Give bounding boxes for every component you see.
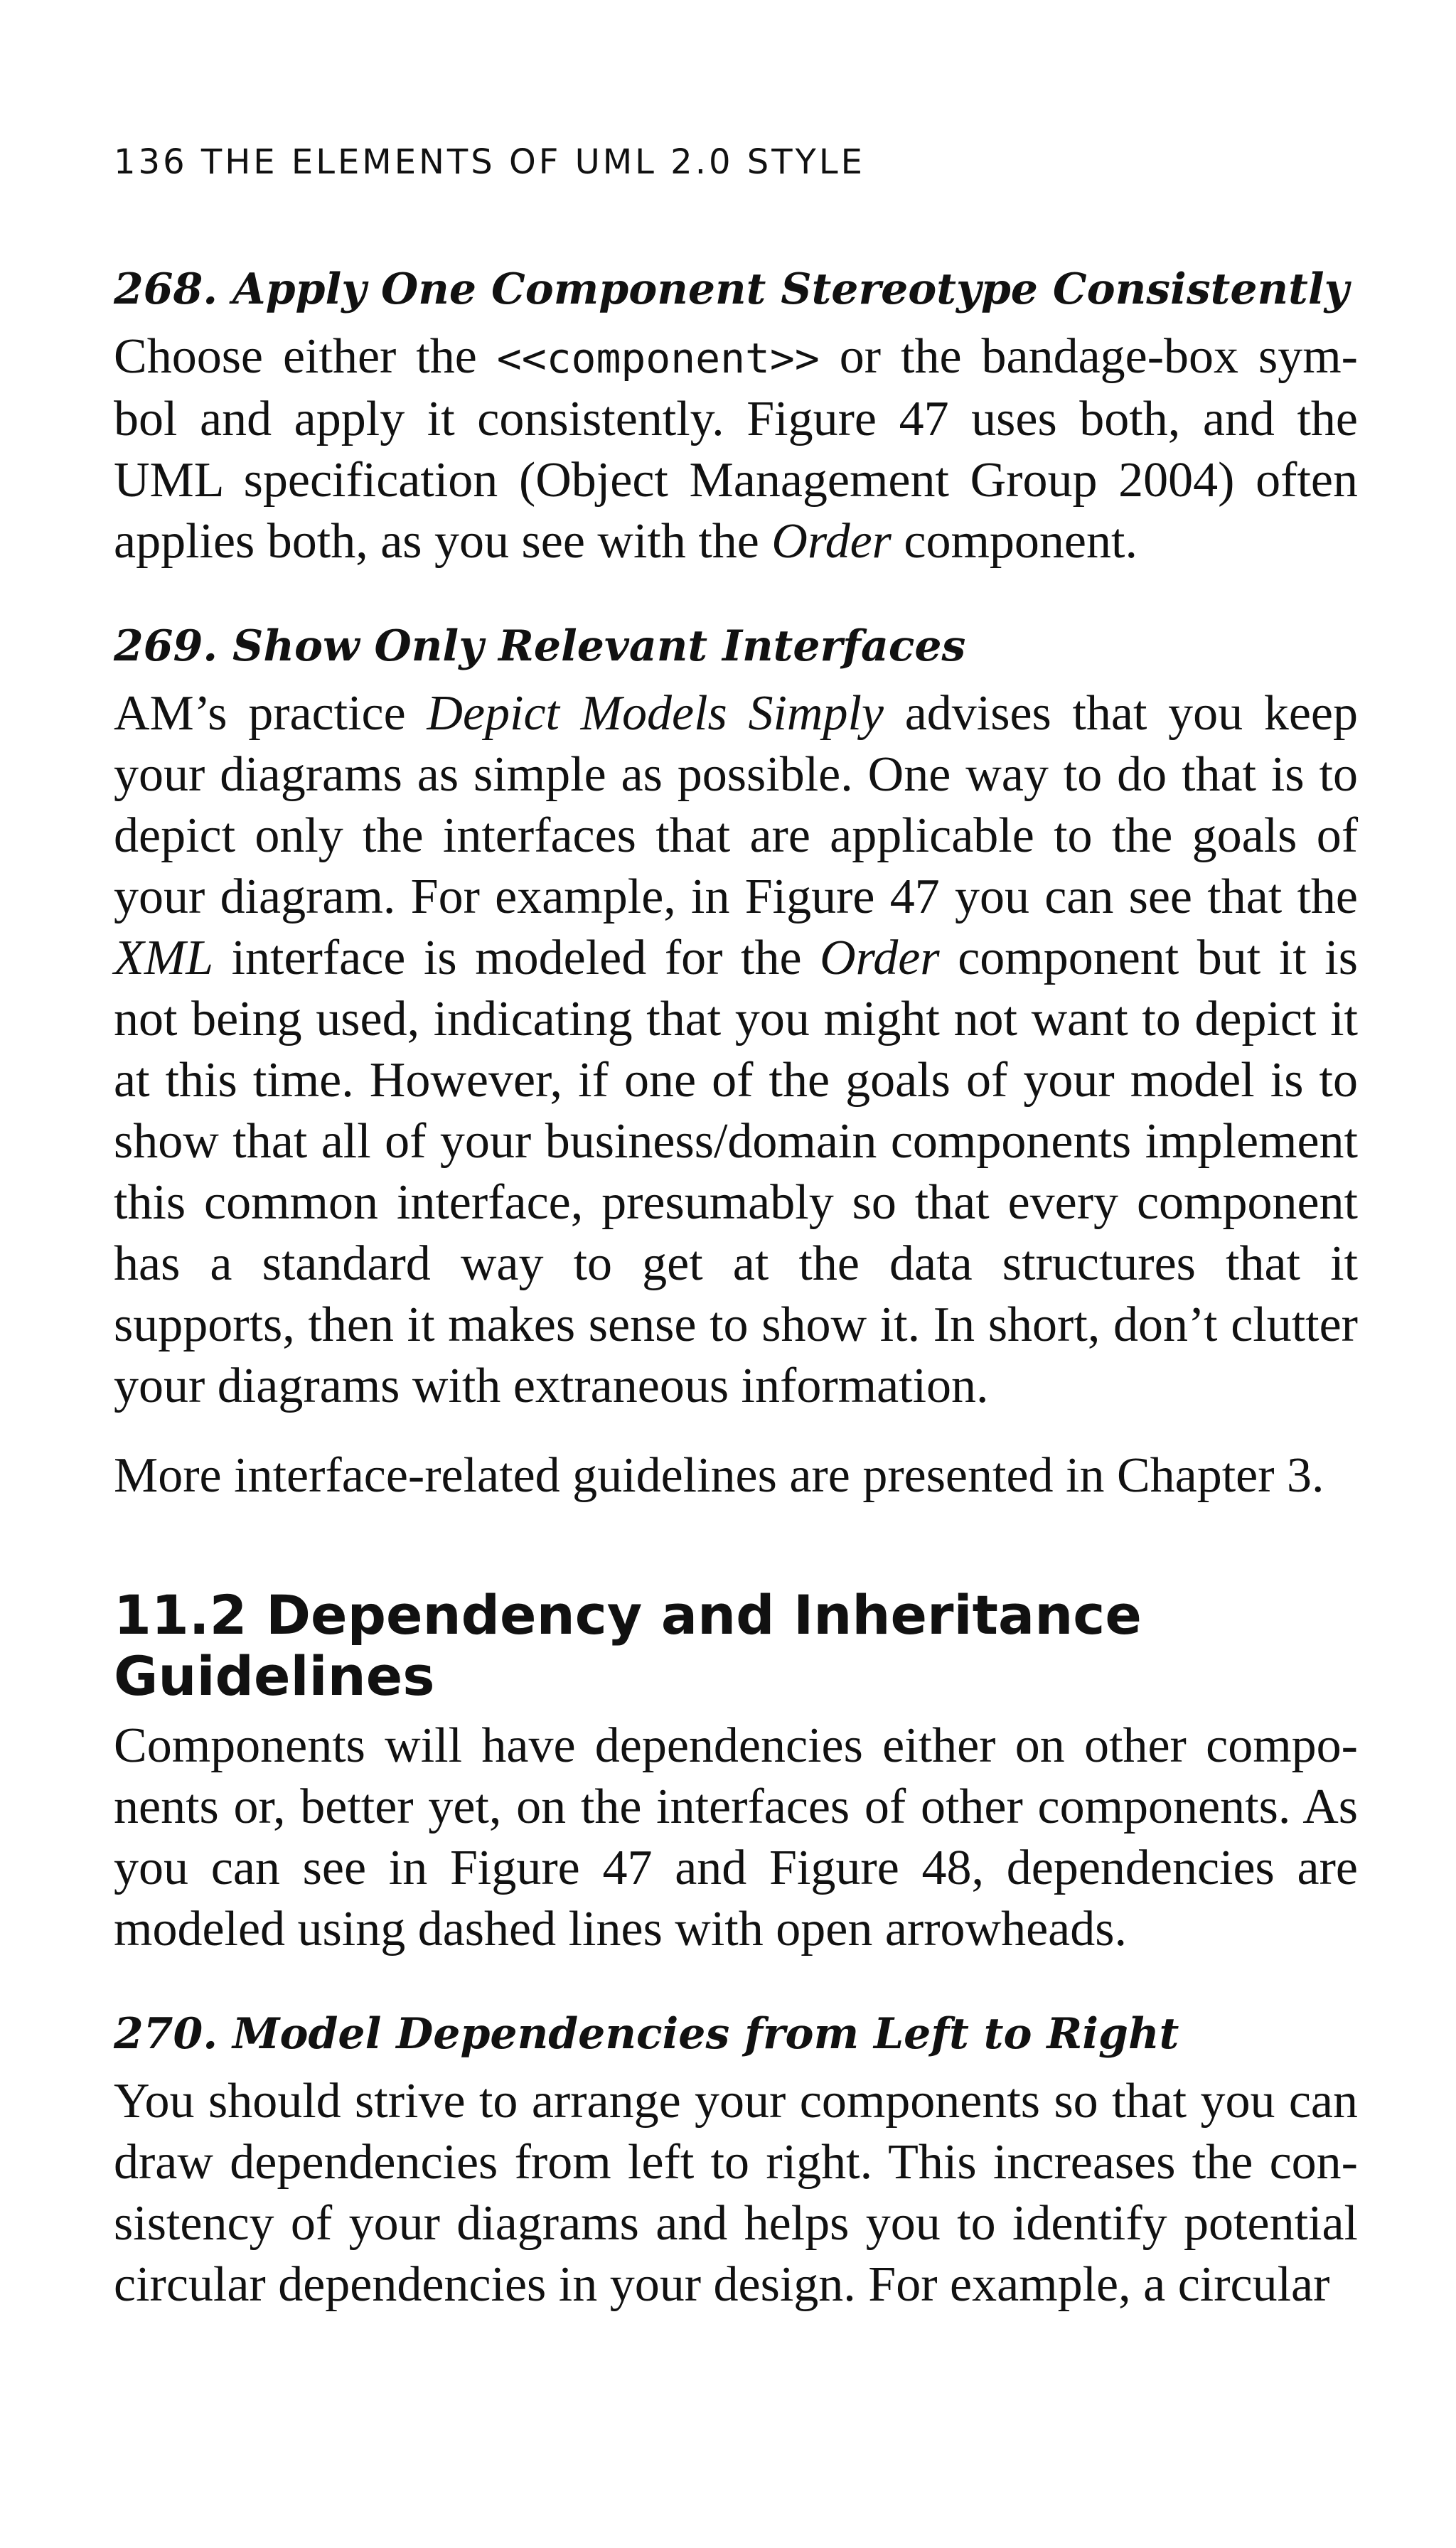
guideline-269-followup: More interface-related guidelines are presented in Chapter 3. — [114, 1448, 1324, 1503]
guideline-269-title: 269. Show Only Relevant Interfaces — [114, 621, 966, 671]
text-run: or the bandage-box sym-bol and apply it consistently. Figure 47 uses both, and the UML specification (Object Management Group 2004) often applies both, as you see with the — [114, 329, 1358, 569]
emphasis-practice: Depict Models Simply — [427, 686, 884, 741]
section-intro-paragraph: Components will have dependencies either on other compo-nents or, better yet, on the interfaces of other components. As you can see in Figure 47 and Figure 48, dependencies are modeled using dashed lines with open arrowheads. — [114, 1718, 1358, 1956]
running-head: 136 THE ELEMENTS OF UML 2.0 STYLE — [114, 142, 865, 182]
text-run: AM’s practice — [114, 686, 427, 741]
spacer — [114, 572, 1358, 616]
code-stereotype: <<component>> — [496, 334, 820, 382]
guideline-268-title: 268. Apply One Component Stereotype Consistently — [114, 264, 1349, 314]
text-run: component. — [891, 514, 1138, 569]
guideline-268-paragraph — [114, 326, 1358, 572]
guideline-269-paragraph — [114, 683, 1358, 1417]
emphasis-order: Order — [820, 931, 940, 985]
text-run: Choose either the — [114, 329, 497, 384]
text-run: advises that you keep your diagrams as simple as possible. One way to do that is to depict only the interfaces that are applicable to the goals of your diagram. For example, in Figure 47 you can see that the — [114, 686, 1358, 924]
guideline-270-paragraph: You should strive to arrange your components so that you can draw dependencies from left to right. This increases the con-sistency of your diagrams and helps you to identify potential circular dependencies in your design. For example, a circular — [114, 2074, 1358, 2312]
text-run: component but it is not being used, indicating that you might not want to depict it at this time. However, if one of the goals of your model is to show that all of your business/domain components implement this common interface, presumably so that every component has a standard way to get at the data structures that it supports, then it makes sense to show it. In short, don’t clutter your diagrams with extraneous information. — [114, 931, 1358, 1413]
text-run: interface is modeled for the — [213, 931, 820, 985]
section-title: 11.2 Dependency and Inheritance Guidelines — [114, 1583, 1142, 1708]
spacer — [114, 1960, 1358, 2004]
spacer — [114, 1417, 1358, 1445]
emphasis-order: Order — [771, 514, 892, 569]
emphasis-xml: XML — [114, 931, 213, 985]
page-content — [114, 259, 1358, 2316]
guideline-270-title: 270. Model Dependencies from Left to Right — [114, 2009, 1179, 2059]
spacer — [114, 1506, 1358, 1585]
